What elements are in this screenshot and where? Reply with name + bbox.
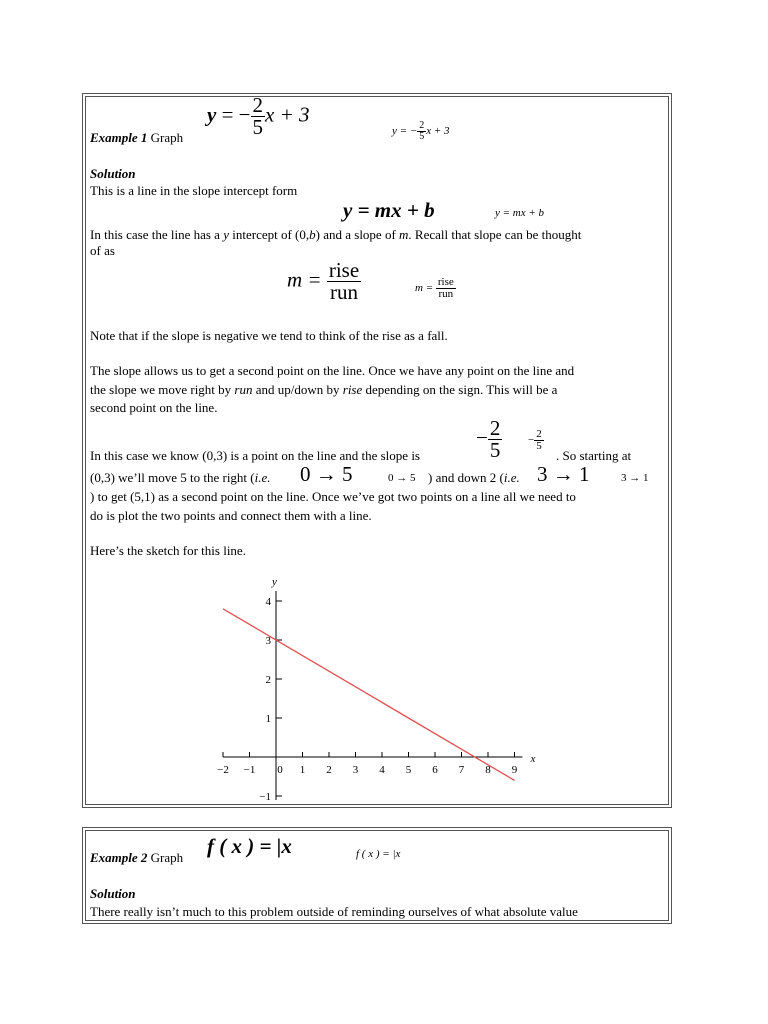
y-tick-label: 3 bbox=[265, 635, 271, 647]
y-axis-label: y bbox=[272, 576, 277, 588]
paragraph-1: This is a line in the slope intercept form bbox=[90, 183, 298, 198]
paragraph-3: Note that if the slope is negative we tend to think of the rise as a fall. bbox=[90, 328, 448, 343]
arrow-3-to-1-large: 3 → 1 bbox=[537, 462, 590, 486]
slope-intercept-form-small: y = mx + b bbox=[495, 207, 545, 219]
paragraph-4-line-1: The slope allows us to get a second point on the line. Once we have any point on the line and bbox=[90, 363, 575, 378]
solution-heading-2: Solution bbox=[90, 886, 136, 901]
x-tick-label: 0 bbox=[277, 764, 283, 776]
arrow-0-to-5-large: 0 → 5 bbox=[300, 462, 353, 486]
example-2-label: Example 2 bbox=[90, 850, 148, 865]
example-1-heading bbox=[90, 130, 183, 146]
paragraph-6: Here’s the sketch for this line. bbox=[90, 543, 246, 558]
equation-small: y = − $\frac{2}{5}$ x + 3 bbox=[392, 120, 450, 142]
example-1-label: Example 1 bbox=[90, 130, 148, 145]
slope-value-large: − $\frac{2}{5}$ bbox=[476, 416, 501, 462]
paragraph-4-line-3: second point on the line. bbox=[90, 400, 218, 415]
y-tick-label: 2 bbox=[265, 674, 271, 686]
x-tick-label: 8 bbox=[485, 764, 491, 776]
x-tick-label: 5 bbox=[405, 764, 412, 776]
paragraph-4-line-2: the slope we move right by run and up/down by rise depending on the sign. This will be a bbox=[90, 382, 558, 397]
absolute-equation-large: f ( x ) = |x bbox=[207, 834, 292, 858]
x-tick-label: 3 bbox=[352, 764, 359, 776]
paragraph-ex2-1: There really isn’t much to this problem outside of reminding ourselves of what absolute value bbox=[90, 904, 578, 919]
x-tick-label: 2 bbox=[326, 764, 332, 776]
paragraph-5-line-1b: . So starting at bbox=[556, 448, 632, 463]
slope-value-small: − $\frac{2}{5}$ bbox=[528, 428, 542, 452]
paragraph-2-line-2: of as bbox=[90, 243, 115, 258]
x-tick-label: 6 bbox=[432, 764, 438, 776]
x-tick-label: 7 bbox=[458, 764, 465, 776]
x-tick-label: −1 bbox=[243, 764, 256, 776]
paragraph-5-line-2a: (0,3) we’ll move 5 to the right (i.e. bbox=[90, 470, 271, 485]
paragraph-5-line-4: do is plot the two points and connect them with a line. bbox=[90, 508, 372, 523]
equation-large: y = − $\frac{2}{5}$ x + 3 bbox=[207, 93, 310, 139]
slope-intercept-form-large: y = mx + b bbox=[343, 198, 435, 222]
solution-heading: Solution bbox=[90, 166, 136, 181]
y-tick-label: 4 bbox=[265, 596, 271, 608]
arrow-3-to-1-small: 3 → 1 bbox=[621, 472, 649, 484]
absolute-equation-small: f ( x ) = |x bbox=[356, 848, 401, 860]
x-tick-label: 1 bbox=[299, 764, 306, 776]
x-tick-label: 4 bbox=[379, 764, 385, 776]
paragraph-5-line-2b: ) and down 2 (i.e. bbox=[428, 470, 520, 485]
graph-word: Graph bbox=[150, 130, 184, 145]
slope-definition-large: m = $\frac{\text{rise}}{\text{run}}$ bbox=[287, 258, 360, 304]
arrow-0-to-5-small: 0 → 5 bbox=[388, 472, 416, 484]
slope-definition-small: m = $\frac{\text{rise}}{\text{run}}$ bbox=[415, 276, 454, 300]
x-axis-label: x bbox=[530, 753, 536, 765]
y-tick-label: 1 bbox=[265, 713, 271, 725]
paragraph-2-line-1: In this case the line has a y intercept of (0,b) and a slope of m. Recall that slope can be thought bbox=[90, 227, 582, 242]
x-tick-label: 9 bbox=[511, 764, 518, 776]
example-2-heading bbox=[90, 850, 183, 866]
y-tick-label: −1 bbox=[259, 791, 271, 803]
graph-word-2: Graph bbox=[150, 850, 184, 865]
x-tick-label: −2 bbox=[217, 764, 229, 776]
paragraph-5-line-1a: In this case we know (0,3) is a point on the line and the slope is bbox=[90, 448, 420, 463]
paragraph-5-line-3: ) to get (5,1) as a second point on the line. Once we’ve got two points on a line all we need to bbox=[90, 489, 576, 504]
